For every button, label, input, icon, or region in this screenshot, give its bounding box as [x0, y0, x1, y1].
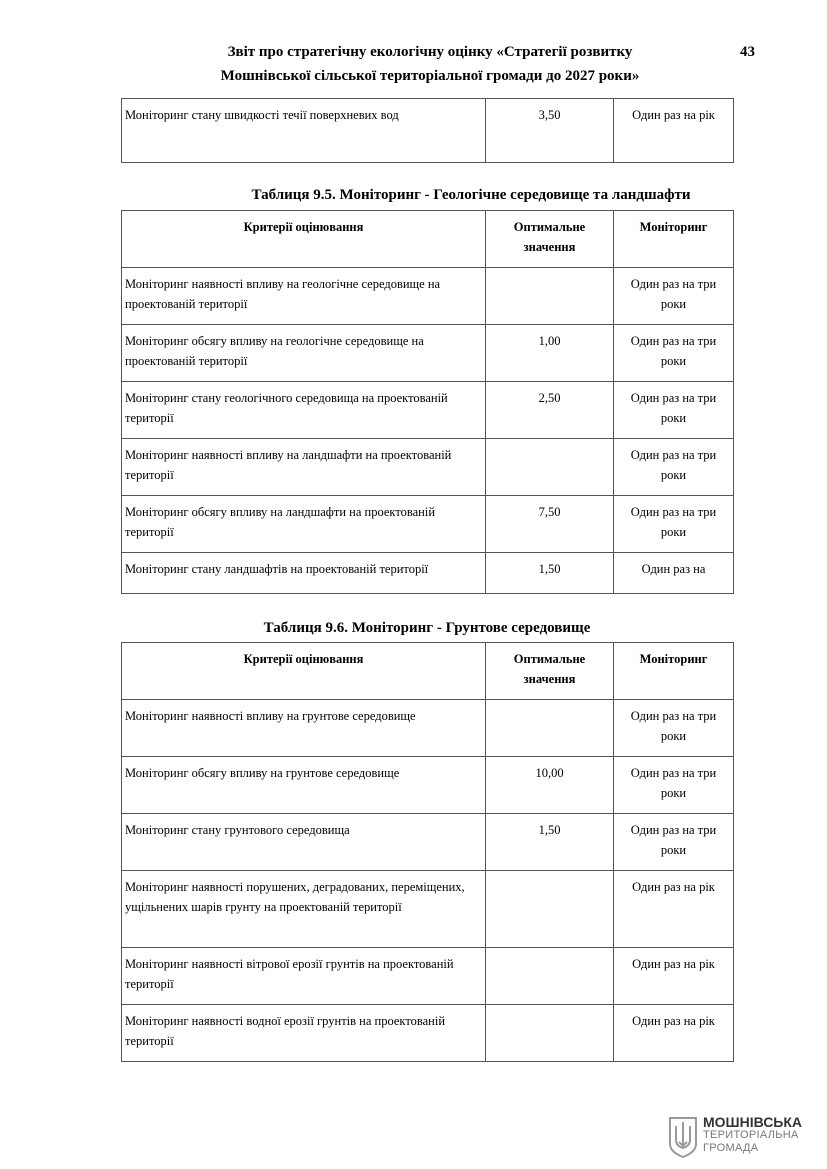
monitoring-cell: Один раз на — [614, 553, 734, 594]
table-row — [122, 757, 734, 814]
table-9-5-caption: Таблиця 9.5. Моніторинг - Геологічне середовище та ландшафти — [251, 187, 691, 203]
header-line-2: Мошнівської сільської територіальної громади до 2027 роки» — [220, 68, 640, 84]
criterion-cell: Моніторинг наявності впливу на грунтове середовище — [122, 700, 486, 757]
document-header — [150, 40, 710, 88]
column-header-criterion: Критерії оцінювання — [122, 643, 486, 700]
logo-line-1: МОШНІВСЬКА — [703, 1114, 803, 1130]
monitoring-cell: Один раз на рік — [614, 871, 734, 948]
monitoring-cell: Один раз на рік — [614, 1005, 734, 1062]
trident-emblem-icon — [668, 1116, 698, 1158]
criterion-cell: Моніторинг стану грунтового середовища — [122, 814, 486, 871]
column-header-monitoring: Моніторинг — [614, 211, 734, 268]
continuation-table — [121, 98, 734, 163]
table-9-6 — [121, 642, 734, 1062]
table-9-6-caption: Таблиця 9.6. Моніторинг - Грунтове середовище — [263, 620, 591, 636]
monitoring-cell: Один раз на три роки — [614, 814, 734, 871]
value-cell: 7,50 — [486, 496, 614, 553]
value-cell: 1,50 — [486, 553, 614, 594]
table-row — [122, 382, 734, 439]
table-row — [122, 268, 734, 325]
column-header-criterion: Критерії оцінювання — [122, 211, 486, 268]
monitoring-cell: Один раз на три роки — [614, 439, 734, 496]
table-row — [122, 871, 734, 948]
criterion-cell: Моніторинг стану ландшафтів на проектованій території — [122, 553, 486, 594]
value-cell: 10,00 — [486, 757, 614, 814]
criterion-cell: Моніторинг обсягу впливу на ландшафти на проектованій території — [122, 496, 486, 553]
monitoring-cell: Один раз на три роки — [614, 757, 734, 814]
monitoring-cell: Один раз на три роки — [614, 268, 734, 325]
column-header-value: Оптимальне значення — [486, 643, 614, 700]
logo-line-3: ГРОМАДА — [703, 1142, 759, 1154]
table-row — [122, 700, 734, 757]
value-cell — [486, 268, 614, 325]
table-9-5 — [121, 210, 734, 594]
table-row — [122, 496, 734, 553]
value-cell: 3,50 — [486, 99, 614, 163]
criterion-cell: Моніторинг обсягу впливу на геологічне середовище на проектованій території — [122, 325, 486, 382]
community-logo — [668, 1116, 818, 1160]
column-header-value: Оптимальне значення — [486, 211, 614, 268]
logo-line-2: ТЕРИТОРІАЛЬНА — [703, 1129, 799, 1141]
table-header-row — [122, 643, 734, 700]
table-header-row — [122, 211, 734, 268]
monitoring-cell: Один раз на три роки — [614, 325, 734, 382]
criterion-cell: Моніторинг наявності водної ерозії грунтів на проектованій території — [122, 1005, 486, 1062]
criterion-cell: Моніторинг наявності вітрової ерозії грунтів на проектованій території — [122, 948, 486, 1005]
value-cell — [486, 700, 614, 757]
table-row — [122, 99, 734, 163]
monitoring-cell: Один раз на рік — [614, 99, 734, 163]
header-line-1: Звіт про стратегічну екологічну оцінку «Стратегії розвитку — [227, 44, 633, 60]
monitoring-cell: Один раз на рік — [614, 948, 734, 1005]
value-cell — [486, 871, 614, 948]
table-row — [122, 439, 734, 496]
table-row — [122, 325, 734, 382]
page-number: 43 — [740, 44, 755, 60]
criterion-cell: Моніторинг наявності порушених, деградованих, переміщених, ущільнених шарів грунту на проектованій території — [122, 871, 486, 948]
column-header-monitoring: Моніторинг — [614, 643, 734, 700]
value-cell — [486, 439, 614, 496]
criterion-cell: Моніторинг стану швидкості течії поверхневих вод — [122, 99, 486, 163]
value-cell: 1,00 — [486, 325, 614, 382]
table-row — [122, 814, 734, 871]
table-row — [122, 948, 734, 1005]
criterion-cell: Моніторинг наявності впливу на ландшафти на проектованій території — [122, 439, 486, 496]
table-row — [122, 553, 734, 594]
monitoring-cell: Один раз на три роки — [614, 496, 734, 553]
value-cell: 1,50 — [486, 814, 614, 871]
criterion-cell: Моніторинг наявності впливу на геологічне середовище на проектованій території — [122, 268, 486, 325]
monitoring-cell: Один раз на три роки — [614, 700, 734, 757]
value-cell — [486, 948, 614, 1005]
criterion-cell: Моніторинг обсягу впливу на грунтове середовище — [122, 757, 486, 814]
monitoring-cell: Один раз на три роки — [614, 382, 734, 439]
value-cell: 2,50 — [486, 382, 614, 439]
criterion-cell: Моніторинг стану геологічного середовища на проектованій території — [122, 382, 486, 439]
table-row — [122, 1005, 734, 1062]
value-cell — [486, 1005, 614, 1062]
